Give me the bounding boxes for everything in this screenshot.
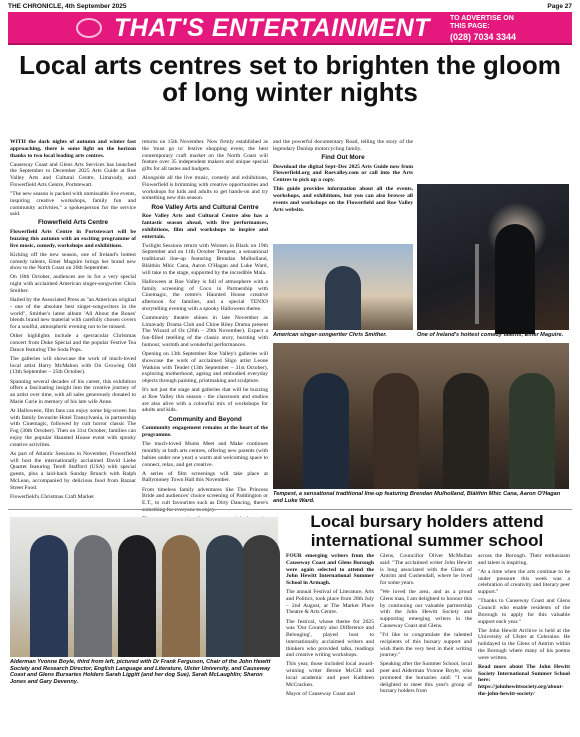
article-paragraph: Download the digital Sept–Dec 2025 Arts Guide now from Flowerfield.org and Roevalley.com or call into the Arts Centres to pick up a copy. [273, 163, 413, 184]
photo-emer-maguire [417, 184, 569, 330]
caption-smither: American singer-songwriter Chris Smither. [273, 332, 387, 338]
section-divider [8, 509, 572, 510]
article-paragraph: The John Hewitt Archive is held at the University of Ulster at Coleraine. He holidayed in the Glens of Antrim within the Borough where many of his poems were written. [478, 627, 570, 661]
article-paragraph: Flowerfield's Christmas Craft Market [10, 493, 94, 500]
person-silhouette [74, 535, 112, 657]
article-paragraph: The festival, whose theme for 2025 was 'Our Country also Difference and Belonging', played host to internationally acclaimed writers and thinkers who provided talks, readings and creative writing workshops. [286, 618, 374, 659]
caption-maguire: One of Ireland's hottest comedy talents, Emer Maguire. [417, 332, 564, 338]
person-silhouette [206, 535, 244, 657]
person-silhouette [509, 373, 555, 489]
article-paragraph: "We loved the area, and as a proud Glens man, I am delighted to honour this by continuing our valuable partnership with the John Hewitt Society and supporting emerging writers in the Causeway Coast and Glens. [380, 589, 472, 629]
person-silhouette [242, 535, 280, 657]
article-paragraph: This year, those included local award-winning writer Bernie McGill and local academic and poet Kathleen McCracken. [286, 661, 374, 688]
article-paragraph: across the Borough. Their enthusiasm and talent is inspiring. [478, 553, 570, 566]
person-silhouette [495, 224, 535, 334]
article-paragraph: Community engagement remains at the heart of the programme. [142, 425, 268, 439]
article-paragraph: Mayor of Causeway Coast and [286, 690, 355, 697]
article-paragraph: Opening on 13th September Roe Valley's galleries will showcase the work of acclaimed Sligo artist Leone Watkins with Tender (13th September – 31st October), exploring motherhood, ageing and embodied everyday objects through painting, printmaking and sculpture. [142, 351, 268, 385]
subheading-roe-valley: Roe Valley Arts and Cultural Centre [151, 203, 259, 211]
article-paragraph: A series of film screenings will take place at Ballymoney Town Hall this November. [142, 470, 268, 484]
caption-tempest: Tempest, a sensational traditional line-up featuring Brendan Mulholland, Bláithín Mhic Cana, Aaron O'Hagan and Luke Ward. [273, 491, 561, 504]
advertise-label: TO ADVERTISE ON THIS PAGE: [450, 15, 514, 30]
article-paragraph: Spanning several decades of his career, this exhibition offers a fascinating insight into the creative journey of an artist over time, with all sales generously donated to Marie Curie in memory of his late wife Anne. [10, 378, 136, 405]
article-paragraph: "At a time when the arts continue to be under pressure this week was a celebration of creativity and literary peer support." [478, 568, 570, 596]
article-paragraph: Halloween at Roe Valley is full of atmosphere with a family screening of Coco in Partnership with Cinemagic, the centre's Haunted House creative afternoon for families, and a special TENX9 storytelling evening with a spooky Halloween theme. [142, 278, 268, 312]
article-paragraph: Hailed by the Associated Press as "an American original - one of the absolute best singer-songwriters in the world", Smither's latest album 'All About the Bones' blends brand new material with carefully chosen covers for a soulful, atmospheric evening not to be missed. [10, 297, 136, 331]
article-paragraph: Alongside all the live music, comedy and exhibitions, Flowerfield is brimming with creative opportunities and workshops for kids and adults to get hands-on and try something new this season. [142, 175, 268, 202]
article-paragraph: From timeless family adventures like The Princess Bride and audiences' choice screening of Paddington or E.T., to cult favourites such as Dirty Dancing, there's [142, 486, 268, 507]
person-silhouette [118, 535, 156, 657]
person-silhouette [325, 266, 361, 330]
publication-date: THE CHRONICLE, 4th September 2025 [8, 3, 127, 10]
article-paragraph: As part of Atlantic Sessions in November, Flowerfield will host the internationally acclaimed David Liebe Quartet featuring Terell Stafford (USA) with special guests, plus a laid-back Sunday Brunch with Ralph McLean, accompanied by delicious food from Bazaar Street Food. [10, 450, 136, 491]
photo-chris-smither [273, 244, 413, 330]
article-column-1 [10, 139, 136, 511]
section-banner [8, 12, 572, 45]
photo-bursary-holders [10, 517, 278, 657]
article-paragraph: "Thanks to Causeway Coast and Glens Council who enable residents of the Borough to apply for this valuable support each year." [478, 598, 570, 625]
article-paragraph: and the powerful documentary Road, telling the story of the legendary Dunlop motorcycling family. [273, 139, 413, 152]
section-title: THAT'S ENTERTAINMENT [114, 14, 430, 42]
page-number: Page 27 [547, 3, 572, 10]
article2-column-3 [478, 553, 570, 733]
article-link-text: Read more about The John Hewitt Society International Summer School here: https://johnhewittsociety.org/about-the-john-hewitt-society/ [478, 663, 570, 697]
article-paragraph: At Halloween, film fans can enjoy some big-screen fun with family favourite Hotel Transylvania, in partnership with Cinemagic, followed by cult horror classic The Fog (30th October). Then on 31st October, families can enjoy the popular Haunted House event with spooky creative activities. [10, 407, 136, 448]
person-silhouette [30, 535, 68, 657]
person-silhouette [373, 373, 419, 489]
article-paragraph: Roe Valley Arts and Cultural Centre also has a fantastic season ahead, with live performances, exhibitions, film and workshops to inspire and entertain. [142, 213, 268, 240]
page-header [8, 2, 572, 12]
article-paragraph: This guide provides information about all the events, workshops, and exhibitions, but you can also browse all events and workshops on the Flowerfield and Roe Valley Arts website. [273, 186, 413, 213]
subheading-find-out-more: Find Out More [321, 153, 365, 161]
swirl-icon [76, 18, 102, 38]
article-paragraph: Causeway Coast and Glens Arts Services has launched the September to December 2025 Arts Guide at Roe Valley Arts and Cultural Centre, Limavady, and Flowerfield Arts Centre, Portstewart. [10, 161, 136, 188]
article2-column-2 [380, 553, 472, 733]
person-silhouette [162, 535, 200, 657]
article-paragraph: It's not just the stage and galleries that will be buzzing at Roe Valley this season - the classroom and studios are also alive with a colourful mix of workshops for adults and kids. [142, 387, 268, 414]
subheading-flowerfield: Flowerfield Arts Centre [37, 219, 109, 227]
article-paragraph: The galleries will showcase the work of much-loved local artist Harry McMahon with On Growing Old (13th September – 25th October). [10, 355, 136, 376]
article-paragraph: "The new season is packed with unmissable live events, inspiring creative workshops, family fun and community activities," a spokesperson for the service said. [10, 191, 136, 218]
article-lead: FOUR emerging writers from the Causeway Coast and Glens Borough were again selected to attend the John Hewitt International Summer School in Armagh. [286, 553, 374, 586]
article-paragraph: Community theatre shines in late November as Limavady Drama Club and Chloe Riley Drama present The Wizard of Oz (26th – 29th November). Expect a fun-filled retelling of the classic story, bursting with humour, warmth and wonderful performances. [142, 314, 268, 348]
article-paragraph: Twilight Sessions return with Women in Black on 19th September and on 11th October Tempest, a sensational traditional line-up featuring Brendan Mulholland, Bláithín Mhic Cana, Aaron O'Hagan and Luke Ward, will take to the stage, supported by the incredible Mala. [142, 242, 268, 276]
article2-column-1 [286, 553, 374, 733]
article-paragraph: Glens, Councillor Oliver McMullan said: "The acclaimed writer John Hewitt is long associated with the Glens of Antrim and Cushendall, where he lived for some years. [380, 553, 472, 586]
secondary-headline: Local bursary holders attend international summer school [310, 512, 544, 550]
person-silhouette [443, 373, 489, 489]
photo-tempest-band [273, 343, 569, 489]
article-lead: WITH the dark nights of autumn and winter fast approaching, there is some light on the horizon thanks to two local leading arts centres. [10, 139, 136, 159]
article-column-3 [273, 139, 413, 237]
caption-bursary: Alderman Yvonne Boyle, third from left, pictured with Dr Frank Ferguson, Chair of the John Hewitt Society and Research Director, English Language and Literature, Ulster University, and Causeway Coast and Glens Bursaries Holders Sarah Liggitt (and her dog Sue), Sarah McLaughlin; Sharon Jones and Gary Devenny. [10, 659, 271, 685]
article-paragraph: Other highlights include a spectacular Christmas concert from Duke Special and the popular Festive Tea Dance featuring The Soda Pops. [10, 333, 136, 353]
advertise-phone: (028) 7034 3344 [450, 32, 517, 42]
person-silhouette [303, 373, 349, 489]
article-paragraph: On 18th October, audiences are in for a very special night with acclaimed American singer-songwriter Chris Smither. [10, 274, 136, 294]
subheading-community: Community and Beyond [168, 415, 242, 423]
article-paragraph: Speaking after the Summer School, local poet and Alderman Yvonne Boyle, who promoted the bursaries said: "I was delighted to meet this year's group of bursary holders from [380, 661, 472, 695]
article-paragraph: The much-loved Mums Meet and Make continues monthly at both arts centres, offering new parents (with babies under one year) a warm and welcoming space to connect, relax, and get creative. [142, 441, 268, 468]
article-paragraph: Kicking off the new season, one of Ireland's hottest comedy talents, Emer Maguire brings her brand new show to the North Coast on 26th September. [10, 251, 136, 272]
article-column-2 [142, 139, 268, 511]
main-headline: Local arts centres set to brighten the gloom of long winter nights [19, 50, 561, 107]
article-paragraph: The annual Festival of Literature, Arts and Politics, took place from 28th July – 2nd August, at The Market Place Theatre & Arts Centre. [286, 589, 374, 616]
article-paragraph: returns on 15th November. Now firmly established as the 'must go to' festive shopping event, the best contemporary craft market on the North Coast will feature over 35 independent makers and unique special gifts for all tastes and budgets. [142, 139, 268, 172]
article-paragraph: "I'd like to congratulate the talented recipients of this bursary support and wish them the very best in their writing journey." [380, 632, 472, 659]
article-paragraph: Flowerfield Arts Centre in Portstewart will be buzzing this autumn with an exciting programme of live music, comedy, workshops and exhibitions. [10, 229, 136, 249]
microphone-icon [475, 244, 479, 324]
